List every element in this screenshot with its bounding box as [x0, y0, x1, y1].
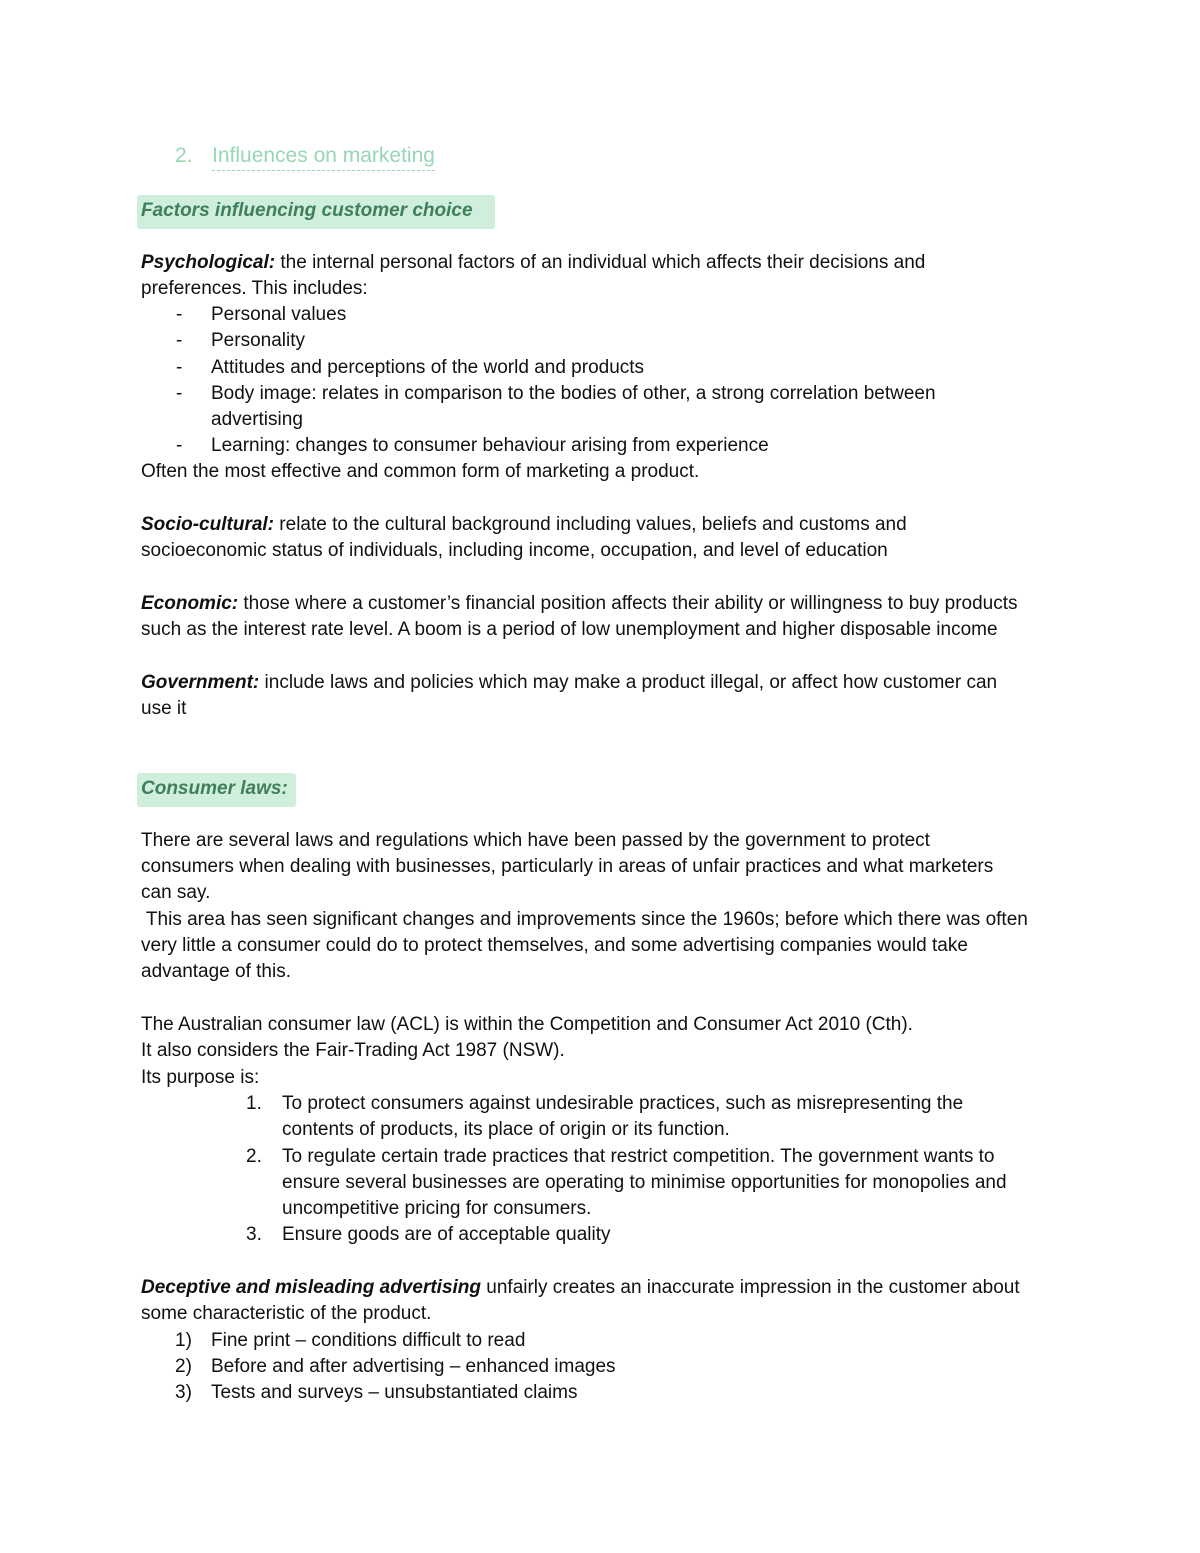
acl-line: The Australian consumer law (ACL) is within the Competition and Consumer Act 2010 (Cth).: [141, 1014, 913, 1035]
paragraph-line: advantage of this.: [141, 961, 291, 982]
list-item: To protect consumers against undesirable practices, such as misrepresenting the: [282, 1093, 964, 1114]
list-number: 2): [175, 1356, 192, 1377]
psychological-text-1: the internal personal factors of an individual which affects their decisions and: [275, 252, 926, 273]
list-item: Body image: relates in comparison to the bodies of other, a strong correlation between: [211, 383, 936, 404]
list-item: Tests and surveys – unsubstantiated claims: [211, 1382, 578, 1403]
paragraph-line: consumers when dealing with businesses, particularly in areas of unfair practices and what marketers: [141, 856, 994, 877]
term-economic: Economic:: [141, 593, 239, 614]
acl-line: It also considers the Fair-Trading Act 1987 (NSW).: [141, 1040, 565, 1061]
heading-number: 2.: [175, 144, 193, 167]
list-number: 1.: [246, 1093, 262, 1114]
psychological-line-2: preferences. This includes:: [141, 278, 368, 299]
list-number: 3): [175, 1382, 192, 1403]
list-item: Attitudes and perceptions of the world and products: [211, 357, 645, 378]
government-line-1: [141, 670, 997, 696]
list-number: 3.: [246, 1224, 262, 1245]
economic-line-2: such as the interest rate level. A boom is a period of low unemployment and higher disposable income: [141, 619, 998, 640]
paragraph-line: very little a consumer could do to protect themselves, and some advertising companies would take: [141, 935, 968, 956]
paragraph-line: can say.: [141, 882, 211, 903]
paragraph-line: This area has seen significant changes and improvements since the 1960s; before which there was often: [141, 909, 1028, 930]
government-line-2: use it: [141, 698, 187, 719]
deceptive-line-1: [141, 1275, 1020, 1301]
bullet-marker: -: [176, 383, 183, 404]
list-item-continuation: contents of products, its place of origin or its function.: [282, 1119, 730, 1140]
heading-title: Influences on marketing: [212, 143, 435, 171]
socio-cultural-line-1: [141, 512, 907, 538]
bullet-marker: -: [176, 435, 183, 456]
acl-line: Its purpose is:: [141, 1067, 260, 1088]
bullet-marker: -: [176, 357, 183, 378]
list-item: To regulate certain trade practices that restrict competition. The government wants to: [282, 1146, 995, 1167]
list-item: Personality: [211, 330, 305, 351]
deceptive-line-2: some characteristic of the product.: [141, 1303, 432, 1324]
socio-cultural-line-2: socioeconomic status of individuals, including income, occupation, and level of education: [141, 540, 888, 561]
list-item-continuation: ensure several businesses are operating to minimise opportunities for monopolies and: [282, 1172, 1007, 1193]
list-number: 1): [175, 1330, 192, 1351]
section-title-factors: Factors influencing customer choice: [141, 200, 473, 221]
section-title-consumer-laws: Consumer laws:: [141, 778, 288, 799]
paragraph-line: There are several laws and regulations which have been passed by the government to protect: [141, 830, 930, 851]
psychological-line-1: [141, 250, 925, 276]
list-item-continuation: uncompetitive pricing for consumers.: [282, 1198, 592, 1219]
list-item: Before and after advertising – enhanced images: [211, 1356, 616, 1377]
economic-text-1: those where a customer’s financial position affects their ability or willingness to buy products: [238, 593, 1018, 614]
term-government: Government:: [141, 672, 260, 693]
government-text-1: include laws and policies which may make a product illegal, or affect how customer can: [259, 672, 998, 693]
bullet-marker: -: [176, 330, 183, 351]
deceptive-text-1: unfairly creates an inaccurate impression in the customer about: [481, 1277, 1020, 1298]
term-deceptive-advertising: Deceptive and misleading advertising: [141, 1277, 481, 1298]
bullet-marker: -: [176, 304, 183, 325]
socio-cultural-text-1: relate to the cultural background including values, beliefs and customs and: [274, 514, 907, 535]
economic-line-1: [141, 591, 1018, 617]
psychological-closing: Often the most effective and common form of marketing a product.: [141, 461, 700, 482]
list-item: Learning: changes to consumer behaviour arising from experience: [211, 435, 769, 456]
list-item: Ensure goods are of acceptable quality: [282, 1224, 611, 1245]
term-socio-cultural: Socio-cultural:: [141, 514, 275, 535]
list-item: Fine print – conditions difficult to read: [211, 1330, 526, 1351]
list-item-continuation: advertising: [211, 409, 303, 430]
list-number: 2.: [246, 1146, 262, 1167]
term-psychological: Psychological:: [141, 252, 276, 273]
list-item: Personal values: [211, 304, 347, 325]
